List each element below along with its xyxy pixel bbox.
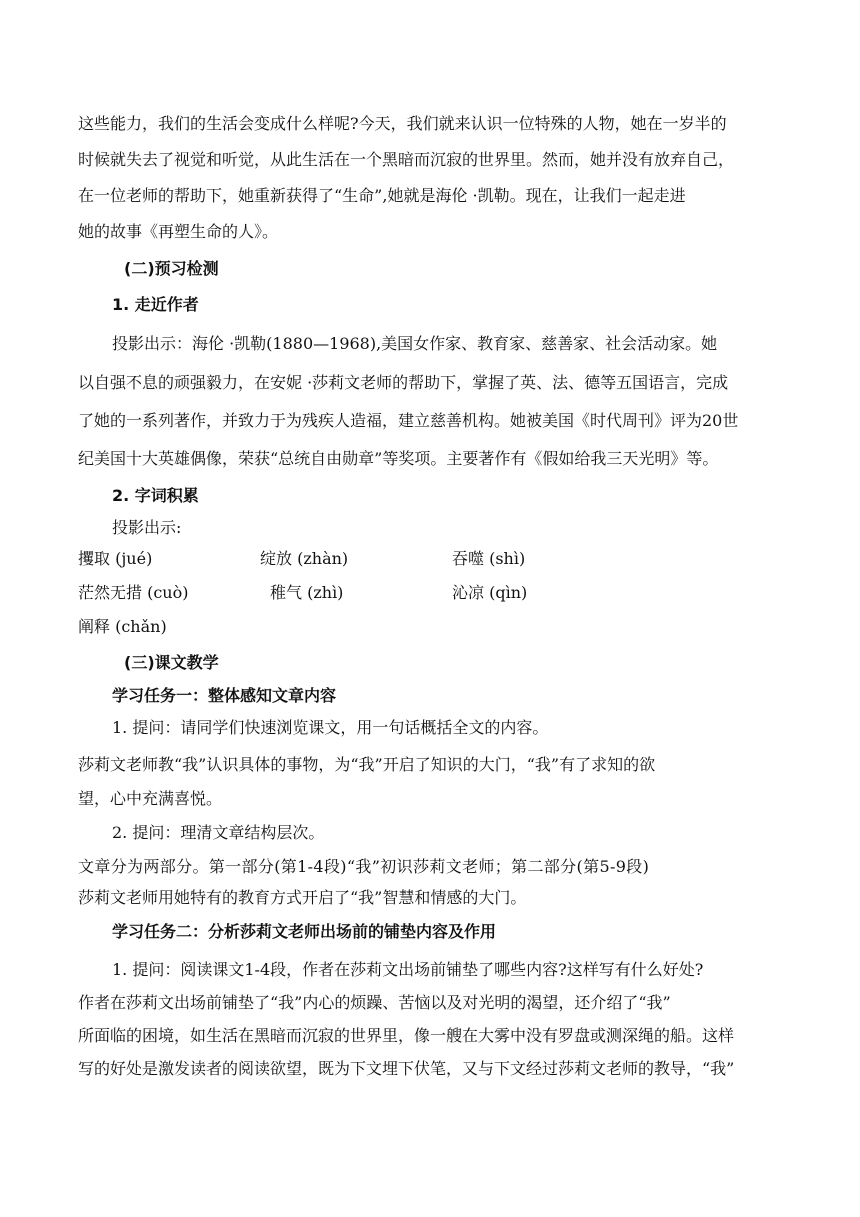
vocab-item: 茫然无措 (cuò)	[78, 583, 189, 602]
paragraph-line: 纪美国十大英雄偶像，荣获“总统自由勋章”等奖项。主要著作有《假如给我三天光明》等。	[78, 449, 719, 468]
paragraph-line: 这些能力，我们的生活会变成什么样呢?今天，我们就来认识一位特殊的人物，她在一岁半的	[78, 114, 727, 133]
question-line: 2. 提问：理清文章结构层次。	[112, 823, 325, 842]
paragraph-line: 她的故事《再塑生命的人》。	[78, 222, 279, 241]
answer-line: 望，心中充满喜悦。	[78, 789, 223, 808]
task-heading: 学习任务一：整体感知文章内容	[112, 686, 337, 705]
paragraph-line: 投影出示：海伦 ·凯勒(1880—1968),美国女作家、教育家、慈善家、社会活动家。她	[112, 334, 718, 353]
answer-line: 文章分为两部分。第一部分(第1-4段)“我”初识莎莉文老师；第二部分(第5-9段)	[78, 857, 650, 876]
question-line: 1. 提问：请同学们快速浏览课文，用一句话概括全文的内容。	[112, 718, 549, 737]
answer-line: 莎莉文老师教“我”认识具体的事物，为“我”开启了知识的大门，“我”有了求知的欲	[78, 755, 656, 774]
subsection-heading: 1. 走近作者	[112, 295, 199, 314]
paragraph-line: 时候就失去了视觉和听觉，从此生活在一个黑暗而沉寂的世界里。然而，她并没有放弃自己，	[78, 150, 735, 169]
vocab-item: 稚气 (zhì)	[270, 583, 344, 602]
vocab-item: 沁凉 (qìn)	[452, 583, 528, 602]
answer-line: 所面临的困境，如生活在黑暗而沉寂的世界里，像一艘在大雾中没有罗盘或测深绳的船。这样	[78, 1026, 735, 1045]
question-line: 1. 提问：阅读课文1-4段，作者在莎莉文出场前铺垫了哪些内容?这样写有什么好处?	[112, 960, 704, 979]
vocab-item: 阐释 (chǎn)	[78, 617, 167, 636]
answer-line: 作者在莎莉文出场前铺垫了“我”内心的烦躁、苦恼以及对光明的渴望，还介绍了“我”	[78, 993, 671, 1012]
vocab-item: 吞噬 (shì)	[452, 549, 526, 568]
vocab-item: 绽放 (zhàn)	[260, 549, 349, 568]
paragraph-line: 在一位老师的帮助下，她重新获得了“生命”,她就是海伦 ·凯勒。现在，让我们一起走进	[78, 186, 686, 205]
task-heading: 学习任务二：分析莎莉文老师出场前的铺垫内容及作用	[112, 922, 497, 941]
vocab-item: 攫取 (jué)	[78, 549, 153, 568]
subsection-heading: 2. 字词积累	[112, 486, 199, 505]
answer-line: 莎莉文老师用她特有的教育方式开启了“我”智慧和情感的大门。	[78, 888, 527, 907]
section-heading: (三)课文教学	[124, 653, 219, 672]
answer-line: 写的好处是激发读者的阅读欲望，既为下文埋下伏笔，又与下文经过莎莉文老师的教导，“我”	[78, 1059, 735, 1078]
vocab-intro: 投影出示:	[112, 518, 182, 537]
paragraph-line: 了她的一系列著作，并致力于为残疾人造福，建立慈善机构。她被美国《时代周刊》评为20世	[78, 411, 739, 430]
paragraph-line: 以自强不息的顽强毅力，在安妮 ·莎莉文老师的帮助下，掌握了英、法、德等五国语言，完成	[78, 373, 729, 392]
section-heading: (二)预习检测	[124, 259, 219, 278]
